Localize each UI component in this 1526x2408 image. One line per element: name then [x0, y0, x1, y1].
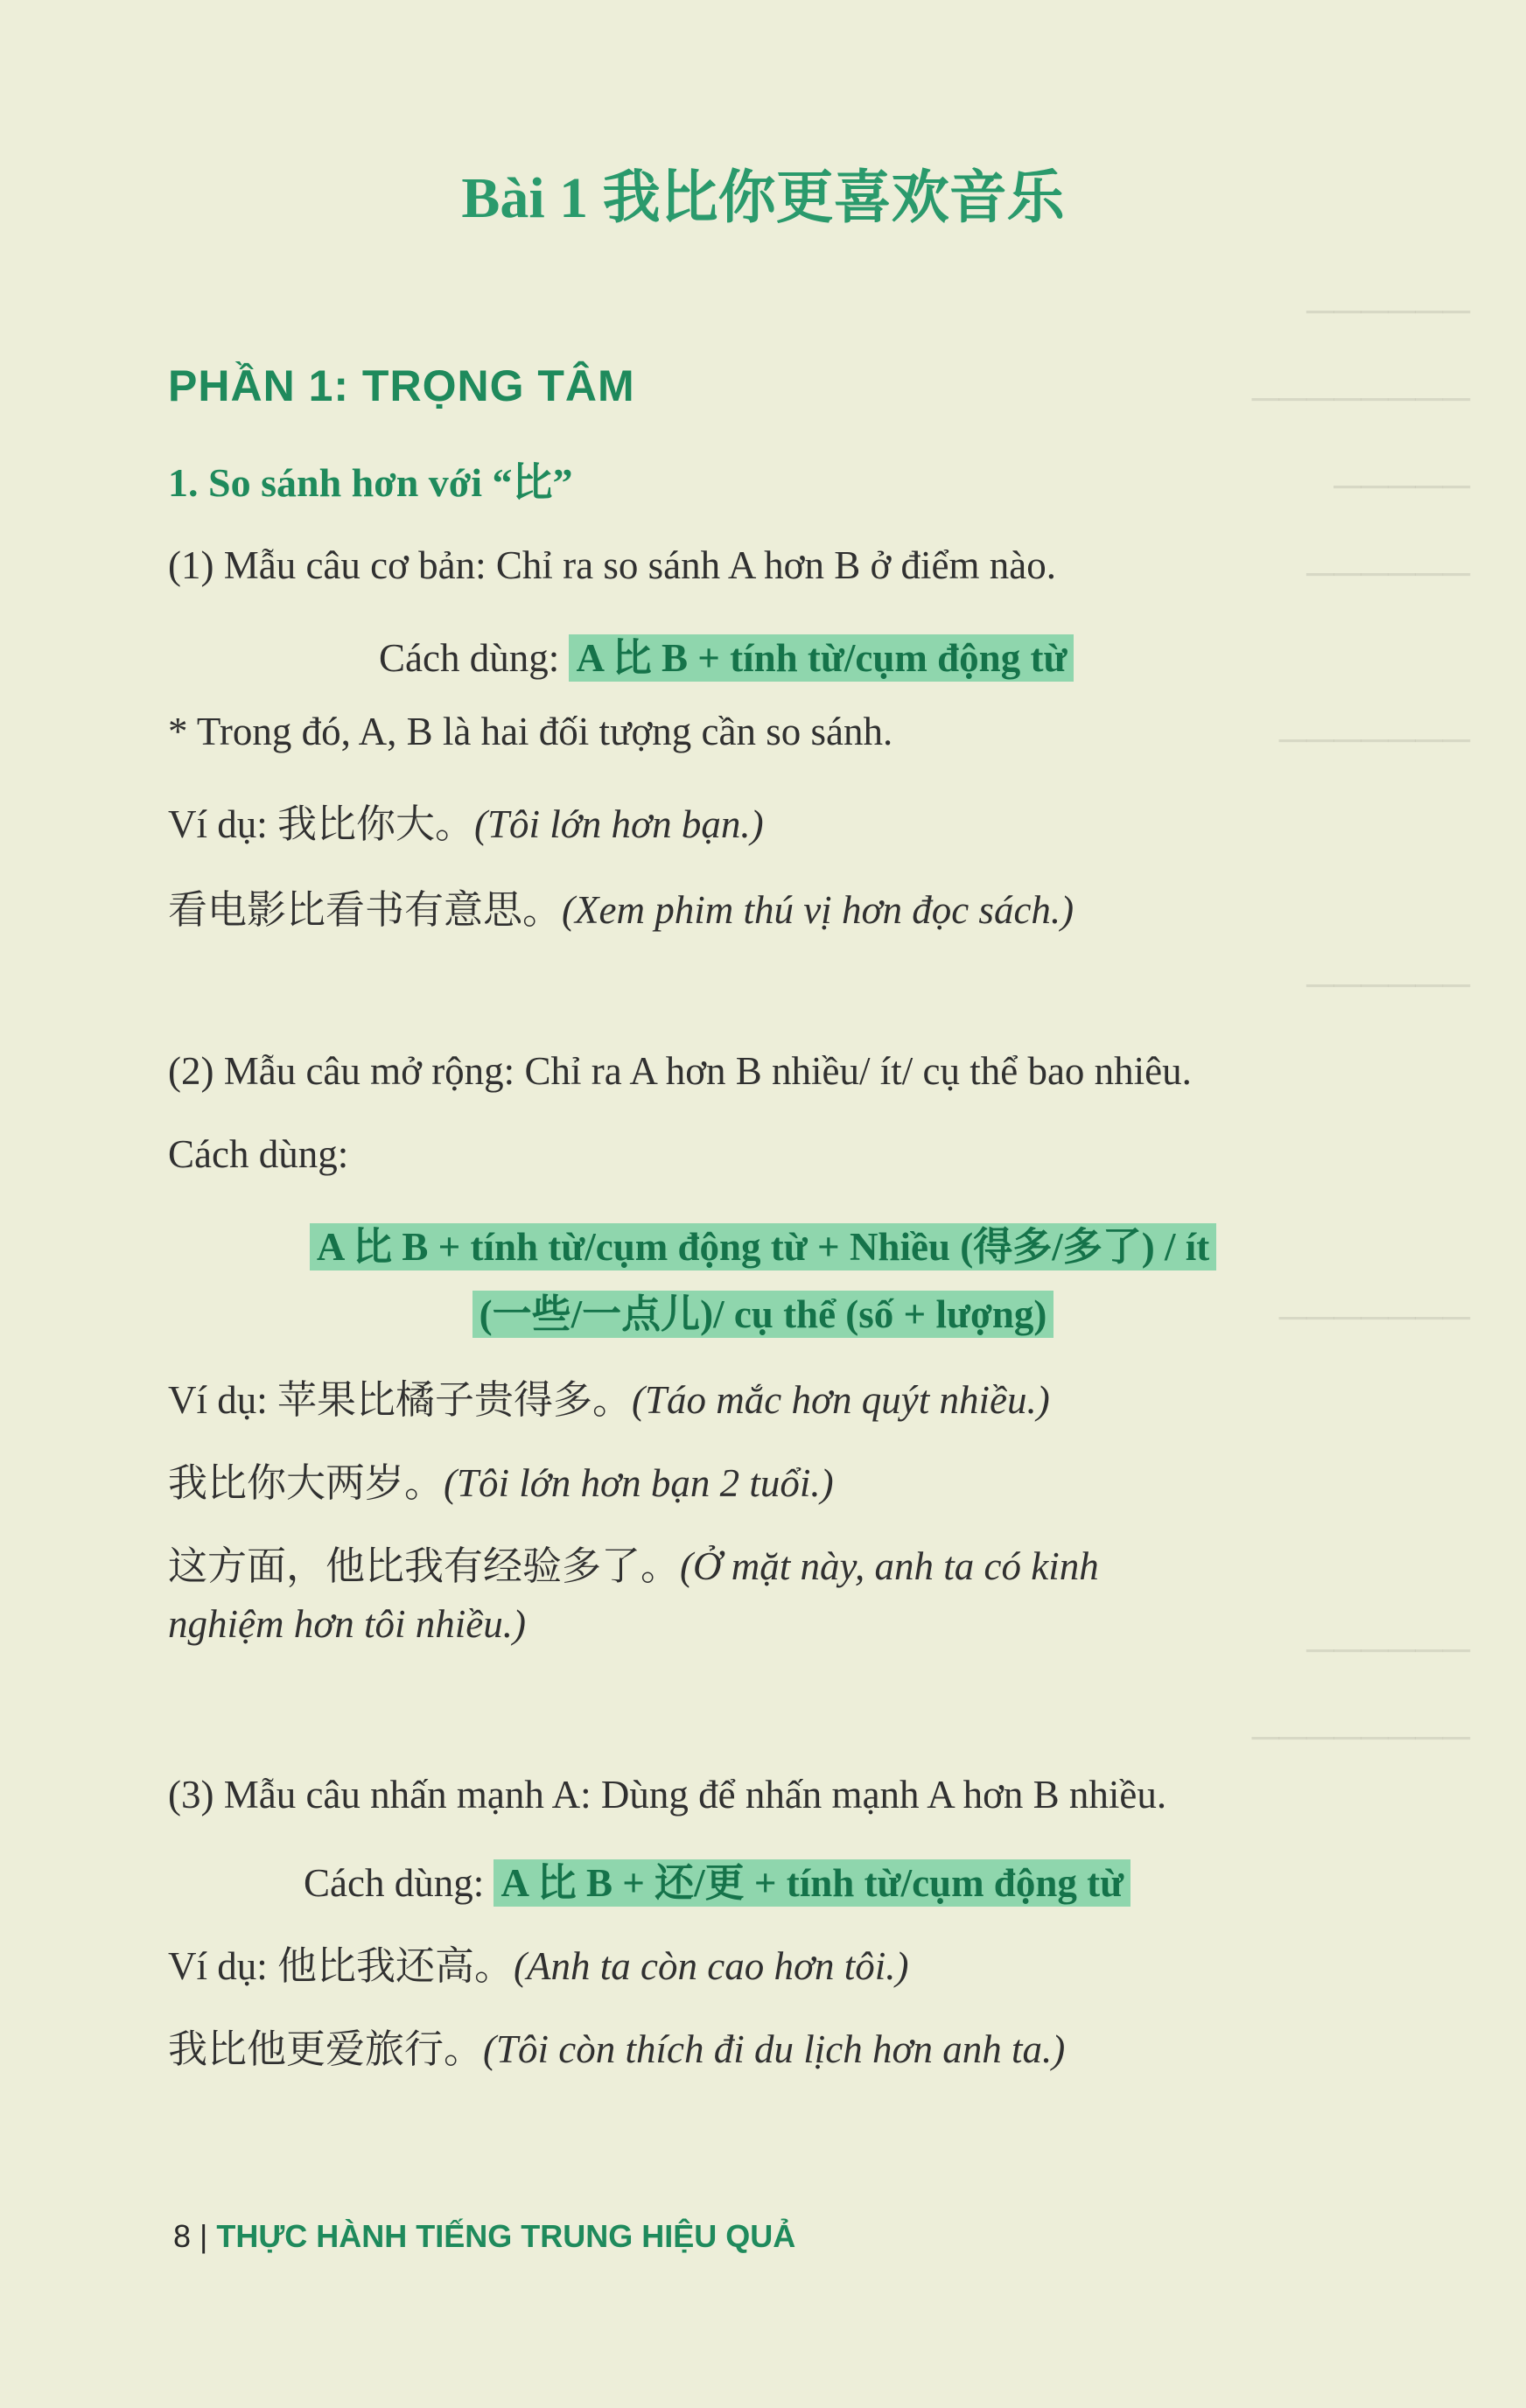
pattern1-example2: [168, 878, 1074, 934]
pattern2-formula-line1: [0, 1214, 1526, 1271]
pattern2-example1: [168, 1368, 1050, 1424]
pattern1-intro: (1) Mẫu câu cơ bản: Chỉ ra so sánh A hơn B ở điểm nào.: [168, 543, 1056, 587]
example-chinese: Ví dụ: 我比你大。: [168, 802, 475, 846]
example-translation: (Táo mắc hơn quýt nhiều.): [632, 1378, 1050, 1422]
pattern2-usage-label: Cách dùng:: [168, 1132, 349, 1176]
usage-label: Cách dùng:: [379, 636, 560, 680]
book-title: THỰC HÀNH TIẾNG TRUNG HIỆU QUẢ: [216, 2218, 796, 2254]
section-heading: PHẦN 1: TRỌNG TÂM: [168, 361, 635, 410]
example-chinese: Ví dụ: 他比我还高。: [168, 1944, 514, 1988]
example-chinese: Ví dụ: 苹果比橘子贵得多。: [168, 1378, 633, 1422]
usage-formula: (一些/一点儿)/ cụ thể (số + lượng): [472, 1291, 1054, 1338]
subheading: 1. So sánh hơn với “比”: [168, 460, 573, 505]
footer-separator: |: [200, 2218, 208, 2254]
usage-formula: A 比 B + 还/更 + tính từ/cụm động từ: [494, 1859, 1130, 1907]
pattern1-usage: [379, 626, 1074, 682]
document-page: ────── ──────── ───── ────── ─────── ────── ─────── ────── ──────── Bài 1 我比你更喜欢音乐 PHẦN 1: TRỌNG TÂM 1. So sánh hơn với “比” (1) Mẫu câu cơ bản: Chỉ ra so sánh A hơn B ở điểm nào. Cách dùng: A 比 B + tính từ/cụm động từ * Trong đó, A, B là hai đối tượng cần so sánh. Ví dụ: 我比你大。(Tôi lớn hơn bạn.) 看电影比看书有意思。(Xem phim thú vị hơn đọc sách.) (2) Mẫu câu mở rộng: Chỉ ra A hơn B nhiều/ ít/ cụ thể bao nhiêu. Cách dùng: A 比 B + tính từ/cụm động từ + Nhiều (得多/多了) / ít (一些/一点儿)/ cụ thể (số + lượng) Ví dụ: 苹果比橘子贵得多。(Táo mắc hơn quýt nhiều.) 我比你大两岁。(Tôi lớn hơn bạn 2 tuổi.) 这方面，他比我有经验多了。(Ở mặt này, anh ta có kinh nghiệm hơn tôi nhiều.) (3) Mẫu câu nhấn mạnh A: Dùng để nhấn mạnh A hơn B nhiều. Cách dùng: A 比 B + 还/更 + tính từ/cụm động từ Ví dụ: 他比我还高。(Anh ta còn cao hơn tôi.) 我比他更爱旅行。(Tôi còn thích đi du lịch hơn anh ta.) 8 | THỰC HÀNH TIẾNG TRUNG HIỆU QUẢ: [0, 0, 1526, 2408]
page-number: 8: [173, 2218, 192, 2254]
pattern2-example3-continued: nghiệm hơn tôi nhiều.): [168, 1602, 526, 1646]
example-translation: (Ở mặt này, anh ta có kinh: [680, 1544, 1099, 1588]
pattern2-formula-line2: [0, 1282, 1526, 1339]
lesson-title: Bài 1 我比你更喜欢音乐: [461, 166, 1065, 230]
pattern2-intro: (2) Mẫu câu mở rộng: Chỉ ra A hơn B nhiều/ ít/ cụ thể bao nhiêu.: [168, 1049, 1192, 1093]
example-translation: (Tôi còn thích đi du lịch hơn anh ta.): [483, 2027, 1066, 2071]
pattern1-note: * Trong đó, A, B là hai đối tượng cần so sánh.: [168, 710, 893, 753]
pattern2-example2: [168, 1451, 834, 1508]
example-translation: (Anh ta còn cao hơn tôi.): [514, 1944, 909, 1988]
example-translation: (Tôi lớn hơn bạn 2 tuổi.): [444, 1461, 834, 1505]
usage-formula: A 比 B + tính từ/cụm động từ: [569, 634, 1074, 682]
example-chinese: 我比他更爱旅行。: [168, 2027, 484, 2071]
usage-label: Cách dùng:: [304, 1861, 485, 1905]
example-translation: (Xem phim thú vị hơn đọc sách.): [562, 888, 1074, 932]
pattern3-usage: [304, 1851, 1130, 1908]
pattern1-example1: [168, 792, 764, 849]
pattern2-example3: [168, 1534, 1099, 1591]
pattern3-intro: (3) Mẫu câu nhấn mạnh A: Dùng để nhấn mạnh A hơn B nhiều.: [168, 1773, 1167, 1816]
example-chinese: 看电影比看书有意思。: [168, 888, 563, 932]
example-chinese: 这方面，他比我有经验多了。: [168, 1544, 681, 1588]
pattern3-example1: [168, 1934, 908, 1991]
example-translation: (Tôi lớn hơn bạn.): [474, 802, 764, 846]
pattern3-example2: [168, 2017, 1065, 2074]
page-footer: [173, 2218, 795, 2255]
usage-formula: A 比 B + tính từ/cụm động từ + Nhiều (得多/多了) / ít: [310, 1223, 1216, 1270]
example-chinese: 我比你大两岁。: [168, 1461, 444, 1505]
